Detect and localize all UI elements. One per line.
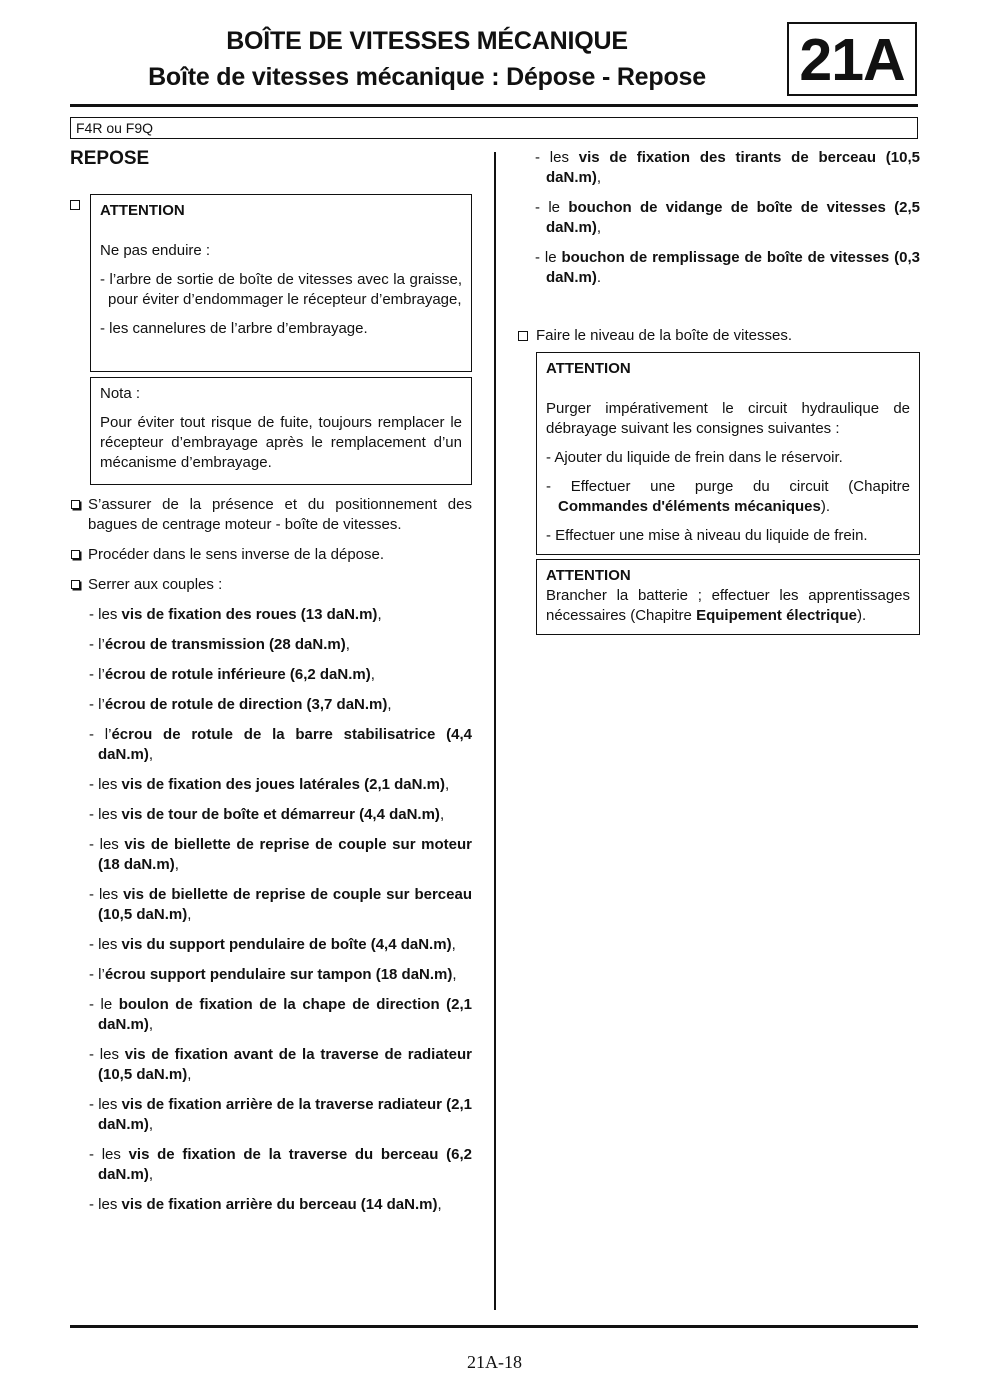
checkbox-icon — [71, 500, 80, 509]
step-item — [70, 495, 472, 535]
torque-item — [70, 1045, 472, 1085]
torque-spec: écrou support pendulaire sur tampon (18 daN.m) — [104, 966, 453, 983]
torque-item — [70, 665, 472, 685]
torque-item — [70, 775, 472, 795]
torque-spec: vis de tour de boîte et démarreur (4,4 daN.m) — [121, 806, 440, 823]
torque-item — [70, 965, 472, 985]
right-column — [518, 148, 920, 635]
page-title: BOÎTE DE VITESSES MÉCANIQUE — [226, 27, 628, 55]
torque-item — [518, 198, 920, 238]
attention-item: - Ajouter du liquide de frein dans le réservoir. — [546, 449, 843, 466]
checkbox-icon — [71, 580, 80, 589]
attention-title: ATTENTION — [100, 202, 185, 219]
torque-prefix: - les — [89, 1146, 129, 1163]
torque-suffix: . — [596, 269, 602, 286]
torque-prefix: - le — [535, 249, 562, 266]
torque-item — [70, 835, 472, 875]
torque-suffix: , — [148, 746, 154, 763]
checkbox-icon — [71, 550, 80, 559]
left-column — [70, 148, 472, 1225]
torque-spec: vis de biellette de reprise de couple sur moteur (18 daN.m) — [98, 836, 472, 873]
torque-spec: boulon de fixation de la chape de direction (2,1 daN.m) — [98, 996, 472, 1033]
torque-prefix: - l’ — [89, 666, 105, 683]
torque-item — [70, 995, 472, 1035]
torque-prefix: - l’ — [89, 636, 105, 653]
torque-prefix: - les — [89, 776, 122, 793]
torque-spec: vis de biellette de reprise de couple sur berceau (10,5 daN.m) — [98, 886, 472, 923]
torque-item — [70, 935, 472, 955]
torque-spec: écrou de rotule de la barre stabilisatrice (4,4 daN.m) — [98, 726, 472, 763]
torque-item — [518, 148, 920, 188]
torque-suffix: , — [377, 606, 382, 623]
step-item — [70, 575, 472, 595]
attention-text — [546, 586, 910, 626]
attention-box — [90, 194, 472, 372]
checkbox-icon — [518, 331, 528, 341]
torque-suffix: , — [148, 1016, 154, 1033]
torque-suffix: , — [451, 936, 456, 953]
checkbox-icon — [70, 200, 80, 210]
torque-prefix: - les — [89, 806, 122, 823]
torque-prefix: - l’ — [89, 726, 112, 743]
step-item — [70, 545, 472, 565]
torque-spec: vis du support pendulaire de boîte (4,4 daN.m) — [121, 936, 452, 953]
attention-text-suffix: ). — [856, 607, 867, 624]
nota-title: Nota : — [100, 385, 141, 402]
torque-item — [70, 1145, 472, 1185]
header-title-block — [70, 24, 784, 96]
nota-box — [90, 377, 472, 485]
torque-spec: bouchon de remplissage de boîte de vitesses (0,3 daN.m) — [546, 249, 920, 286]
torque-item — [70, 635, 472, 655]
torque-item — [70, 1195, 472, 1215]
torque-suffix: , — [187, 906, 192, 923]
attention-item: - Effectuer une mise à niveau du liquide de frein. — [546, 527, 868, 544]
torque-suffix: , — [596, 169, 602, 186]
attention-item-link: Commandes d'éléments mécaniques — [558, 498, 821, 515]
torque-spec: écrou de transmission (28 daN.m) — [104, 636, 346, 653]
attention-title: ATTENTION — [546, 567, 631, 584]
torque-list-continued — [518, 148, 920, 288]
torque-item — [518, 248, 920, 288]
torque-suffix: , — [439, 806, 445, 823]
torque-prefix: - les — [89, 606, 122, 623]
torque-item — [70, 805, 472, 825]
torque-prefix: - les — [89, 886, 124, 903]
torque-suffix: , — [444, 776, 450, 793]
torque-spec: écrou de rotule inférieure (6,2 daN.m) — [104, 666, 371, 683]
attention-item: - les cannelures de l’arbre d’embrayage. — [100, 320, 368, 337]
attention-item — [546, 477, 910, 517]
torque-suffix: , — [452, 966, 457, 983]
attention-box — [536, 352, 920, 555]
nota-text: Pour éviter tout risque de fuite, toujours remplacer le récepteur d’embrayage après le remplacement d’un mécanisme d’embrayage. — [100, 414, 462, 471]
engine-applicability: F4R ou F9Q — [70, 117, 918, 139]
torque-prefix: - les — [535, 149, 579, 166]
torque-spec: vis de fixation arrière de la traverse radiateur (2,1 daN.m) — [98, 1096, 472, 1133]
torque-item — [70, 725, 472, 765]
torque-suffix: , — [387, 696, 392, 713]
torque-item — [70, 605, 472, 625]
footer-rule — [70, 1325, 918, 1328]
step-text: Procéder dans le sens inverse de la dépose. — [88, 546, 385, 563]
torque-spec: vis de fixation des roues (13 daN.m) — [121, 606, 378, 623]
header-rule — [70, 104, 918, 107]
attention-block — [70, 194, 472, 485]
torque-suffix: , — [148, 1166, 154, 1183]
torque-prefix: - l’ — [89, 966, 105, 983]
section-heading: REPOSE — [70, 148, 150, 169]
torque-prefix: - les — [89, 936, 122, 953]
page-number: 21A-18 — [467, 1352, 522, 1372]
step-item — [518, 326, 920, 346]
torque-item — [70, 695, 472, 715]
torque-prefix: - l’ — [89, 696, 105, 713]
torque-suffix: , — [370, 666, 375, 683]
attention-intro: Ne pas enduire : — [100, 242, 211, 259]
torque-suffix: , — [187, 1066, 192, 1083]
page-subtitle: Boîte de vitesses mécanique : Dépose - Repose — [148, 63, 706, 91]
torque-spec: bouchon de vidange de boîte de vitesses (2,5 daN.m) — [546, 199, 920, 236]
chapter-badge: 21A — [787, 22, 917, 96]
attention-title: ATTENTION — [546, 360, 631, 377]
attention-item: - l’arbre de sortie de boîte de vitesses avec la graisse, pour éviter d’endommager le récepteur d’embrayage, — [100, 271, 462, 308]
torque-suffix: , — [174, 856, 179, 873]
torque-suffix: , — [345, 636, 350, 653]
torque-list — [70, 605, 472, 1215]
torque-prefix: - les — [89, 1096, 122, 1113]
torque-prefix: - les — [89, 836, 125, 853]
torque-spec: vis de fixation des tirants de berceau (10,5 daN.m) — [546, 149, 920, 186]
column-divider — [494, 152, 496, 1310]
torque-spec: vis de fixation de la traverse du berceau (6,2 daN.m) — [98, 1146, 472, 1183]
step-text: S’assurer de la présence et du positionnement des bagues de centrage moteur - boîte de vitesses. — [88, 496, 472, 533]
torque-spec: vis de fixation arrière du berceau (14 daN.m) — [121, 1196, 438, 1213]
torque-item — [70, 1095, 472, 1135]
attention-intro: Purger impérativement le circuit hydraulique de débrayage suivant les consignes suivantes : — [546, 400, 910, 437]
attention-box — [536, 559, 920, 635]
torque-prefix: - les — [89, 1196, 122, 1213]
torque-spec: vis de fixation avant de la traverse de radiateur (10,5 daN.m) — [98, 1046, 472, 1083]
torque-suffix: , — [596, 219, 602, 236]
attention-text-prefix: Brancher la batterie ; effectuer les apprentissages nécessaires (Chapitre — [546, 587, 910, 624]
torque-prefix: - les — [89, 1046, 125, 1063]
attention-item-suffix: ). — [820, 498, 830, 515]
torque-suffix: , — [148, 1116, 154, 1133]
attention-text-link: Equipement électrique — [696, 607, 857, 624]
torque-suffix: , — [437, 1196, 442, 1213]
torque-item — [70, 885, 472, 925]
torque-prefix: - le — [535, 199, 569, 216]
step-text: Faire le niveau de la boîte de vitesses. — [536, 327, 792, 344]
torque-spec: vis de fixation des joues latérales (2,1 daN.m) — [121, 776, 445, 793]
attention-item-prefix: - Effectuer une purge du circuit (Chapitre — [546, 478, 910, 495]
torque-prefix: - le — [89, 996, 119, 1013]
step-text: Serrer aux couples : — [88, 576, 223, 593]
torque-spec: écrou de rotule de direction (3,7 daN.m) — [104, 696, 388, 713]
